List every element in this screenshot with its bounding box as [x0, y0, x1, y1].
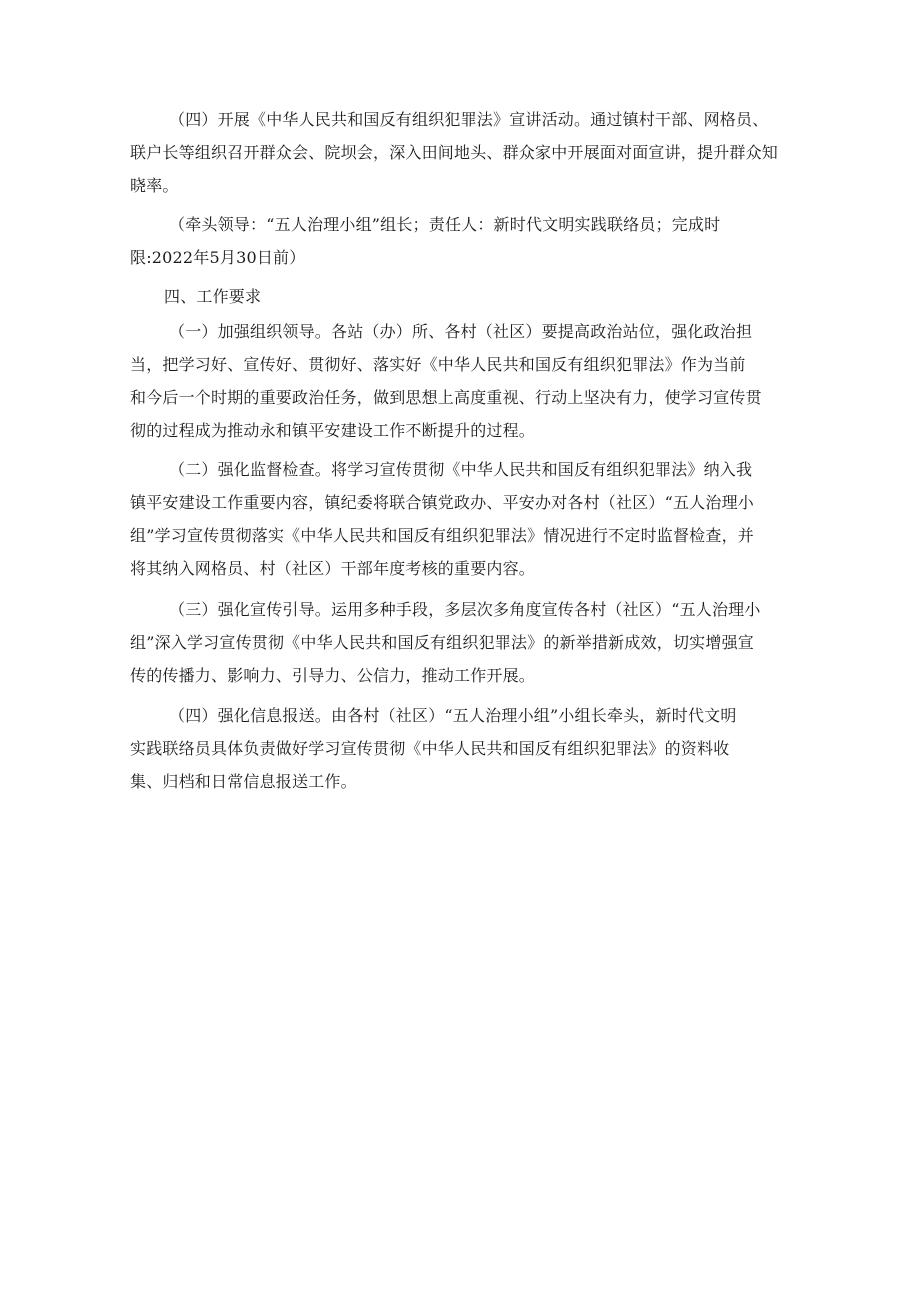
paragraph-req-4-reporting — [130, 699, 810, 798]
section-heading — [130, 280, 810, 313]
paragraph-item-4-lecture — [130, 103, 810, 202]
section-title: 四、工作要求 — [164, 287, 262, 306]
text-line: 组”深入学习宣传贯彻《中华人民共和国反有组织犯罪法》的新举措新成效，切实增强宣 — [130, 633, 754, 652]
paragraph-req-2-supervision — [130, 453, 810, 585]
text-line: （牵头领导：“五人治理小组”组长；责任人：新时代文明实践联络员；完成时 — [169, 215, 721, 234]
text-line: 彻的过程成为推动永和镇平安建设工作不断提升的过程。 — [130, 421, 536, 440]
text-line: （二）强化监督检查。将学习宣传贯彻《中华人民共和国反有组织犯罪法》纳入我 — [169, 460, 753, 479]
text-line: （四）开展《中华人民共和国反有组织犯罪法》宣讲活动。通过镇村干部、网格员、 — [169, 110, 769, 129]
text-line: 集、归档和日常信息报送工作。 — [130, 772, 357, 791]
text-line: 镇平安建设工作重要内容，镇纪委将联合镇党政办、平安办对各村（社区）“五人治理小 — [130, 493, 754, 512]
text-line: 传的传播力、影响力、引导力、公信力，推动工作开展。 — [130, 666, 536, 685]
text-line: （一）加强组织领导。各站（办）所、各村（社区）要提高政治站位，强化政治担 — [169, 322, 753, 341]
text-line: 晓率。 — [130, 176, 179, 195]
text-line: 和今后一个时期的重要政治任务，做到思想上高度重视、行动上坚决有力，使学习宣传贯 — [130, 388, 762, 407]
text-line: 限:2022年5月30日前） — [130, 248, 306, 267]
text-line: （四）强化信息报送。由各村（社区）“五人治理小组”小组长牵头，新时代文明 — [169, 706, 737, 725]
text-line: 实践联络员具体负责做好学习宣传贯彻《中华人民共和国反有组织犯罪法》的资料收 — [130, 739, 730, 758]
text-line: （三）强化宣传引导。运用多种手段，多层次多角度宣传各村（社区）“五人治理小 — [169, 600, 761, 619]
paragraph-responsibility-note — [130, 208, 810, 274]
text-line: 组”学习宣传贯彻落实《中华人民共和国反有组织犯罪法》情况进行不定时监督检查，并 — [130, 526, 754, 545]
text-line: 当，把学习好、宣传好、贯彻好、落实好《中华人民共和国反有组织犯罪法》作为当前 — [130, 355, 746, 374]
text-line: 将其纳入网格员、村（社区）干部年度考核的重要内容。 — [130, 559, 536, 578]
text-line: 联户长等组织召开群众会、院坝会，深入田间地头、群众家中开展面对面宣讲，提升群众知 — [130, 143, 779, 162]
paragraph-req-1-leadership — [130, 315, 810, 447]
paragraph-req-3-publicity — [130, 593, 810, 692]
